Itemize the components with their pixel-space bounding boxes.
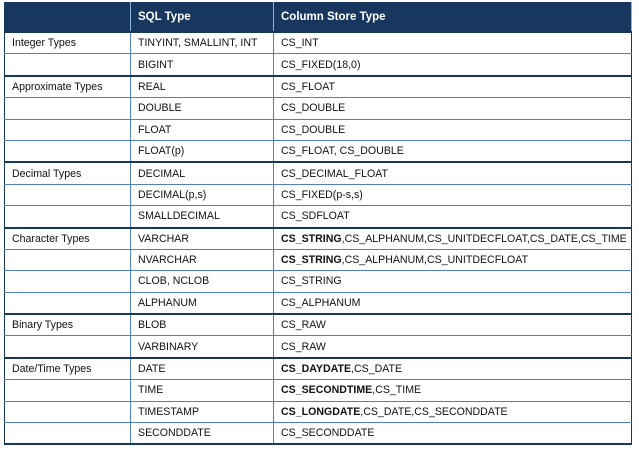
sql-type-cell: TINYINT, SMALLINT, INT	[131, 32, 274, 54]
sql-type-cell: VARBINARY	[131, 336, 274, 358]
table-row	[5, 98, 632, 119]
store-type-list: CS_DOUBLE	[281, 123, 346, 136]
store-type-list: CS_ALPHANUM	[281, 296, 361, 309]
store-type-list: CS_STRING	[281, 275, 342, 288]
sql-type-cell: DOUBLE	[131, 98, 274, 119]
table-row	[5, 184, 632, 205]
table-row	[5, 206, 632, 228]
column-store-type-cell	[274, 32, 632, 54]
sql-type-cell: DECIMAL(p,s)	[131, 184, 274, 205]
store-type-list: CS_FLOAT, CS_DOUBLE	[281, 145, 404, 158]
header-sql-type: SQL Type	[131, 3, 274, 33]
category-cell: Character Types	[5, 228, 131, 250]
category-cell	[5, 98, 131, 119]
sql-type-cell: FLOAT(p)	[131, 140, 274, 162]
store-type-list: CS_SDFLOAT	[281, 210, 350, 223]
primary-store-type: CS_SECONDTIME	[281, 384, 373, 397]
sql-type-cell: BIGINT	[131, 54, 274, 76]
table-row	[5, 380, 632, 401]
table-row	[5, 314, 632, 336]
column-store-type-cell	[274, 184, 632, 205]
table-row	[5, 76, 632, 98]
store-type-list: CS_DECIMAL_FLOAT	[281, 167, 388, 180]
column-store-type-cell	[274, 271, 632, 292]
primary-store-type: CS_DAYDATE	[281, 363, 352, 376]
store-type-list: CS_RAW	[281, 319, 326, 332]
column-store-type-cell	[274, 401, 632, 422]
column-store-type-cell	[274, 140, 632, 162]
sql-type-cell: REAL	[131, 76, 274, 98]
category-cell	[5, 401, 131, 422]
sql-type-cell: VARCHAR	[131, 228, 274, 250]
category-cell	[5, 380, 131, 401]
column-store-type-cell	[274, 314, 632, 336]
header-row	[5, 3, 632, 33]
store-type-list: CS_RAW	[281, 340, 326, 353]
column-store-type-cell	[274, 380, 632, 401]
store-type-list: CS_FLOAT	[281, 80, 335, 93]
table-row	[5, 401, 632, 422]
column-store-type-cell	[274, 292, 632, 314]
column-store-type-cell	[274, 206, 632, 228]
store-type-list: CS_FIXED(18,0)	[281, 58, 361, 71]
sql-type-cell: SMALLDECIMAL	[131, 206, 274, 228]
sql-type-cell: TIMESTAMP	[131, 401, 274, 422]
store-type-list: ,CS_DATE,CS_SECONDDATE	[360, 405, 508, 418]
column-store-type-cell	[274, 228, 632, 250]
table-row	[5, 228, 632, 250]
store-type-list: CS_INT	[281, 37, 319, 50]
category-cell	[5, 184, 131, 205]
sql-type-cell: BLOB	[131, 314, 274, 336]
category-cell: Decimal Types	[5, 162, 131, 184]
primary-store-type: CS_LONGDATE	[281, 405, 361, 418]
type-mapping-table	[4, 2, 632, 445]
category-cell	[5, 249, 131, 270]
store-type-list: ,CS_ALPHANUM,CS_UNITDECFLOAT	[341, 254, 529, 267]
column-store-type-cell	[274, 76, 632, 98]
column-store-type-cell	[274, 249, 632, 270]
table-row	[5, 140, 632, 162]
table-body	[5, 32, 632, 444]
store-type-list: CS_DOUBLE	[281, 102, 346, 115]
sql-type-cell: FLOAT	[131, 119, 274, 140]
table-row	[5, 54, 632, 76]
category-cell: Date/Time Types	[5, 358, 131, 380]
store-type-list: CS_FIXED(p-s,s)	[281, 188, 363, 201]
sql-type-cell: ALPHANUM	[131, 292, 274, 314]
column-store-type-cell	[274, 54, 632, 76]
table-row	[5, 162, 632, 184]
column-store-type-cell	[274, 98, 632, 119]
column-store-type-cell	[274, 162, 632, 184]
category-cell	[5, 423, 131, 445]
primary-store-type: CS_STRING	[281, 254, 342, 267]
sql-type-cell: SECONDDATE	[131, 423, 274, 445]
sql-type-cell: NVARCHAR	[131, 249, 274, 270]
sql-type-cell: DECIMAL	[131, 162, 274, 184]
table-row	[5, 423, 632, 445]
header-category	[5, 3, 131, 33]
column-store-type-cell	[274, 358, 632, 380]
sql-type-cell: TIME	[131, 380, 274, 401]
category-cell: Binary Types	[5, 314, 131, 336]
category-cell: Approximate Types	[5, 76, 131, 98]
column-store-type-cell	[274, 119, 632, 140]
type-mapping-table-container	[4, 2, 631, 445]
header-column-store-type: Column Store Type	[274, 3, 632, 33]
category-cell	[5, 119, 131, 140]
table-row	[5, 292, 632, 314]
category-cell	[5, 206, 131, 228]
table-row	[5, 249, 632, 270]
table-row	[5, 119, 632, 140]
column-store-type-cell	[274, 423, 632, 445]
column-store-type-cell	[274, 336, 632, 358]
table-row	[5, 336, 632, 358]
store-type-list: ,CS_ALPHANUM,CS_UNITDECFLOAT,CS_DATE,CS_TIME	[341, 232, 627, 245]
store-type-list: ,CS_TIME	[372, 384, 422, 397]
table-row	[5, 358, 632, 380]
category-cell	[5, 271, 131, 292]
category-cell	[5, 336, 131, 358]
primary-store-type: CS_STRING	[281, 232, 342, 245]
sql-type-cell: CLOB, NCLOB	[131, 271, 274, 292]
table-row	[5, 271, 632, 292]
category-cell: Integer Types	[5, 32, 131, 54]
category-cell	[5, 292, 131, 314]
store-type-list: CS_SECONDDATE	[281, 427, 375, 440]
category-cell	[5, 54, 131, 76]
category-cell	[5, 140, 131, 162]
store-type-list: ,CS_DATE	[351, 363, 403, 376]
table-row	[5, 32, 632, 54]
sql-type-cell: DATE	[131, 358, 274, 380]
